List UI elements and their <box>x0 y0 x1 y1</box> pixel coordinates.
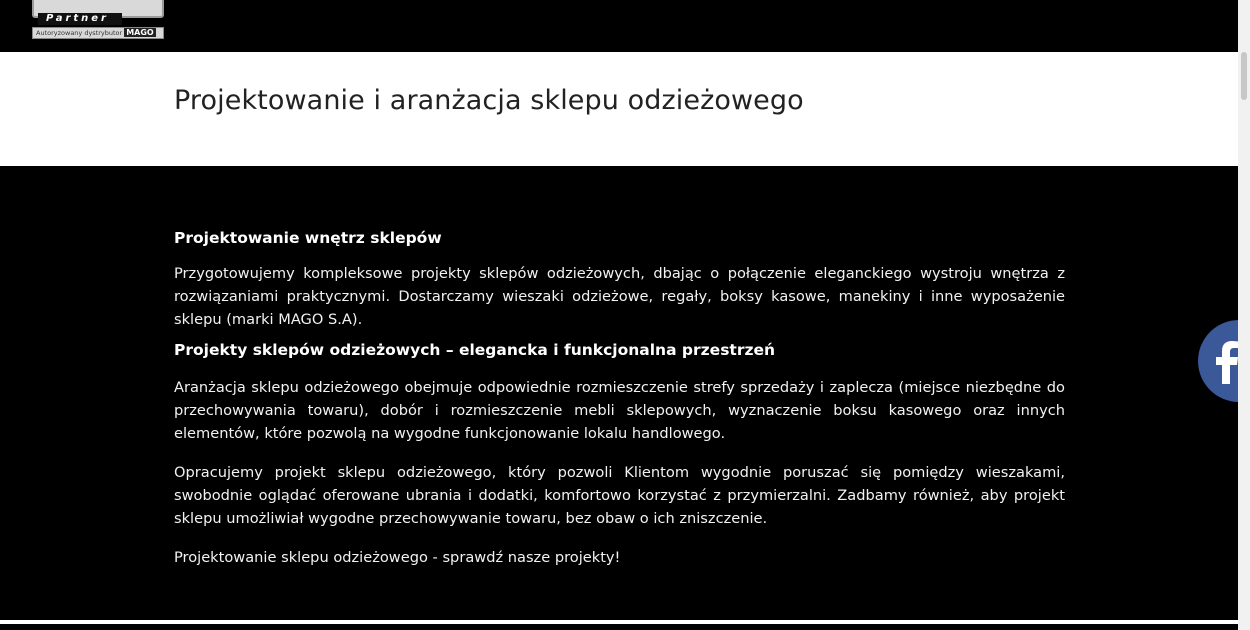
paragraph-arrangement: Aranżacja sklepu odzieżowego obejmuje odpowiednie rozmieszczenie strefy sprzedaży i zaplecza (miejsce niezbędne do przechowywania towaru), dobór i rozmieszczenie mebli sklepowych, wyznaczenie boksu kasowego oraz innych elementów, które pozwolą na wygodne funkcjonowanie lokalu handlowego. <box>174 379 1065 442</box>
heading-store-projects: Projekty sklepów odzieżowych – elegancka i funkcjonalna przestrzeń <box>174 341 776 359</box>
paragraph-intro: Przygotowujemy kompleksowe projekty sklepów odzieżowych, dbając o połączenie eleganckiego wystroju wnętrza z rozwiązaniami praktycznymi. Dostarczamy wieszaki odzieżowe, regały, boksy kasowe, manekiny i inne wyposażenie sklepu (marki MAGO S.A). <box>174 265 1065 328</box>
content-section <box>0 166 1238 620</box>
page-title: Projektowanie i aranżacja sklepu odzieżowego <box>174 85 804 116</box>
logo-strip-mark: MAGO <box>126 28 154 37</box>
heading-store-interior-design: Projektowanie wnętrz sklepów <box>174 229 442 247</box>
logo-partner-text: Partner <box>38 13 122 25</box>
logo-distributor-strip <box>32 27 164 39</box>
mago-partner-logo[interactable] <box>32 0 164 40</box>
paragraph-call-to-action: Projektowanie sklepu odzieżowego - sprawdź nasze projekty! <box>174 549 621 566</box>
logo-strip-text: Autoryzowany dystrybutor <box>36 29 123 37</box>
top-navigation-bar <box>0 0 1238 52</box>
scrollbar-thumb[interactable] <box>1241 52 1247 100</box>
vertical-scrollbar[interactable] <box>1238 0 1250 630</box>
article-body <box>174 228 1065 569</box>
paragraph-customer-comfort: Opracujemy projekt sklepu odzieżowego, który pozwoli Klientom wygodnie poruszać się pomiędzy wieszakami, swobodnie oglądać oferowane ubrania i dodatki, komfortowo korzystać z przymierzalni. Zadbamy również, aby projekt sklepu umożliwiał wygodne przechowywanie towaru, bez obaw o ich zniszczenie. <box>174 464 1065 527</box>
footer-edge <box>0 624 1238 630</box>
